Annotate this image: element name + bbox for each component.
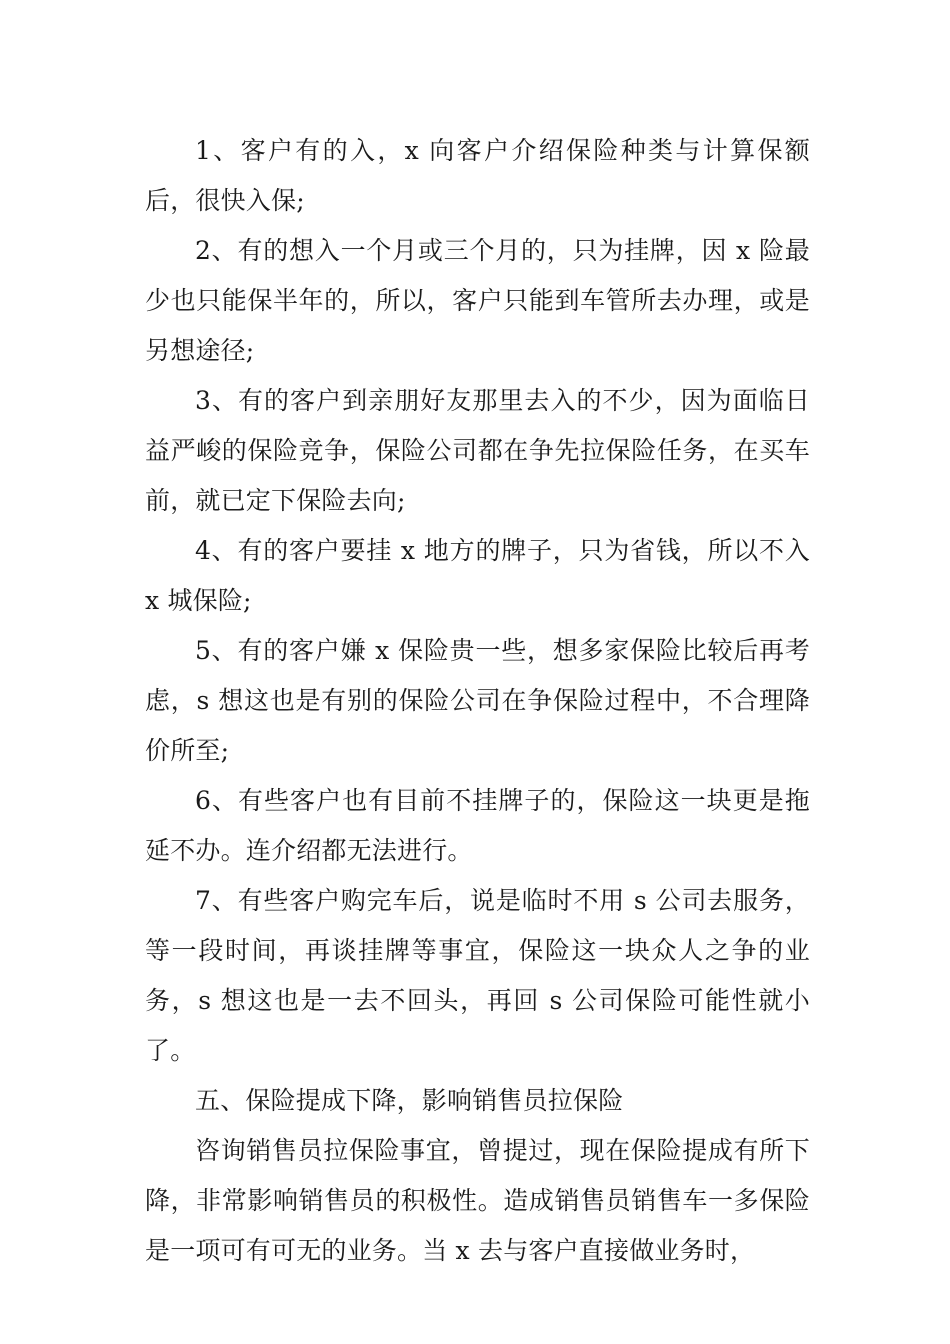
paragraph-7: 7、有些客户购完车后，说是临时不用 s 公司去服务，等一段时间，再谈挂牌等事宜，保险这一块众人之争的业务，s 想这也是一去不回头，再回 s 公司保险可能性就小了。 — [145, 886, 810, 1065]
paragraph-2: 2、有的想入一个月或三个月的，只为挂牌，因 x 险最少也只能保半年的，所以，客户只能到车管所去办理，或是另想途径; — [145, 236, 810, 365]
paragraph-5: 5、有的客户嫌 x 保险贵一些，想多家保险比较后再考虑，s 想这也是有别的保险公司在争保险过程中，不合理降价所至; — [145, 636, 810, 765]
section-heading: 五、保险提成下降，影响销售员拉保险 — [195, 1086, 624, 1115]
paragraph-1: 1、客户有的入，x 向客户介绍保险种类与计算保额后，很快入保; — [145, 136, 810, 215]
document-body — [145, 126, 810, 1276]
paragraph-4: 4、有的客户要挂 x 地方的牌子，只为省钱，所以不入 x 城保险; — [145, 536, 810, 615]
paragraph-8: 咨询销售员拉保险事宜，曾提过，现在保险提成有所下降，非常影响销售员的积极性。造成销售员销售车一多保险是一项可有可无的业务。当 x 去与客户直接做业务时， — [145, 1136, 810, 1265]
paragraph-6: 6、有些客户也有目前不挂牌子的，保险这一块更是拖延不办。连介绍都无法进行。 — [145, 786, 810, 865]
paragraph-3: 3、有的客户到亲朋好友那里去入的不少，因为面临日益严峻的保险竞争，保险公司都在争先拉保险任务，在买车前，就已定下保险去向; — [145, 386, 810, 515]
